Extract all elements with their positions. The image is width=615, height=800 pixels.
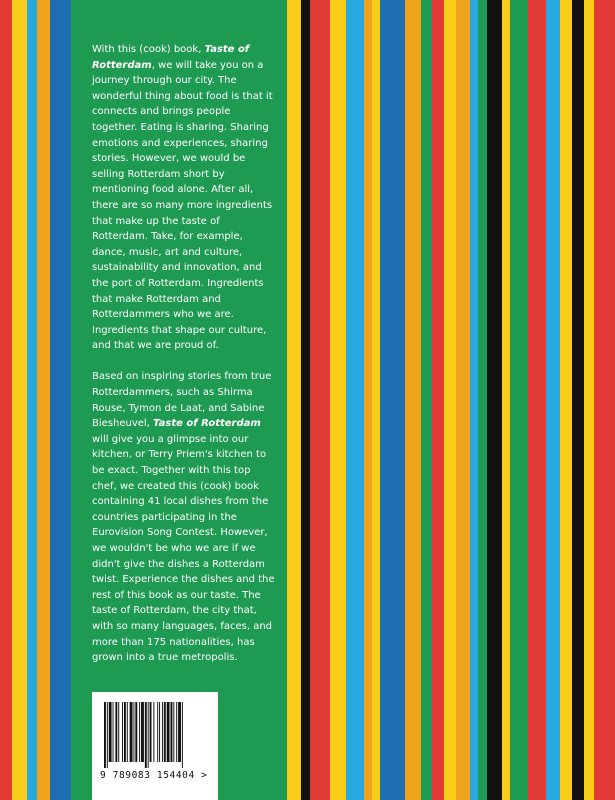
barcode-bar xyxy=(167,702,170,762)
barcode-bar xyxy=(109,702,112,762)
barcode-bar xyxy=(162,702,163,762)
barcode-bar xyxy=(145,702,147,768)
color-stripe xyxy=(330,0,346,800)
isbn-number: 9 789083 154404 > xyxy=(100,770,208,781)
barcode-bar xyxy=(150,702,152,762)
color-stripe xyxy=(510,0,528,800)
color-stripe xyxy=(470,0,478,800)
barcode-icon xyxy=(104,702,206,768)
barcode-bar xyxy=(124,702,126,762)
barcode-bar xyxy=(127,702,128,762)
barcode-bar xyxy=(173,702,174,762)
back-cover-text xyxy=(92,42,277,681)
book-title-1: Taste of Rotterdam xyxy=(92,44,250,71)
barcode-bar xyxy=(122,702,123,762)
color-stripe xyxy=(12,0,27,800)
barcode-bar xyxy=(118,702,119,762)
barcode-bar xyxy=(178,702,181,762)
barcode-bar xyxy=(115,702,117,762)
color-stripe xyxy=(37,0,50,800)
barcode-bar xyxy=(107,702,108,768)
color-stripe xyxy=(432,0,444,800)
color-stripe xyxy=(584,0,594,800)
paragraph-1-intro: With this (cook) book, xyxy=(92,44,205,55)
color-stripe xyxy=(372,0,380,800)
color-stripe xyxy=(572,0,584,800)
barcode-bar xyxy=(135,702,137,762)
barcode-bar xyxy=(148,702,149,768)
book-title-2: Taste of Rotterdam xyxy=(153,418,261,430)
barcode-bar xyxy=(130,702,133,762)
paragraph-2-intro: Based on inspiring stories from true Rotterdammers, such as Shirma Rouse, Tymon de Laat, and Sabine Biesheuvel, xyxy=(92,371,272,430)
color-stripe xyxy=(478,0,487,800)
color-stripe xyxy=(594,0,615,800)
color-stripe xyxy=(346,0,364,800)
barcode-bar xyxy=(141,702,144,762)
color-stripe xyxy=(560,0,572,800)
color-stripe xyxy=(487,0,502,800)
barcode-bar xyxy=(133,702,134,762)
barcode-bar xyxy=(104,702,106,768)
barcode-bar xyxy=(153,702,154,762)
barcode-box xyxy=(92,692,218,800)
color-stripe xyxy=(0,0,12,800)
paragraph-1 xyxy=(92,42,277,354)
color-stripe xyxy=(546,0,560,800)
paragraph-2-body: will give you a glimpse into our kitchen, or Terry Priem's kitchen to be exact. Together with this top chef, we created this (cook) book containing 41 local dishes from the countries participating in the Eurovision Song Contest. However, we wouldn't be who we are if we didn't give the dishes a Rotterdam twist. Experience the dishes and the rest of this book as our taste. The taste of Rotterdam, the city that, with so many languages, faces, and more than 175 nationalities, has grown into a true metropolis. xyxy=(92,433,275,664)
barcode-bar xyxy=(164,702,166,762)
color-stripe xyxy=(310,0,330,800)
color-stripe xyxy=(287,0,301,800)
color-stripe xyxy=(50,0,71,800)
color-stripe xyxy=(528,0,546,800)
paragraph-1-body: , we will take you on a journey through our city. The wonderful thing about food is that it connects and brings people together. Eating is sharing. Sharing emotions and experiences, sharing stories. However, we would be selling Rotterdam short by mentioning food alone. After all, there are so many more ingredients that make up the taste of Rotterdam. Take, for example, dance, music, art and culture, sustainability and innovation, and the port of Rotterdam. Ingredients that make Rotterdam and Rotterdammers who we are. Ingredients that shape our culture, and that we are proud of. xyxy=(92,59,273,352)
color-stripe xyxy=(380,0,405,800)
barcode-bar xyxy=(176,702,177,762)
color-stripe xyxy=(405,0,421,800)
color-stripe xyxy=(444,0,456,800)
paragraph-2 xyxy=(92,369,277,665)
barcode-bar xyxy=(139,702,140,762)
barcode-bar xyxy=(171,702,173,762)
color-stripe xyxy=(502,0,510,800)
color-stripe xyxy=(456,0,470,800)
color-stripe xyxy=(27,0,37,800)
barcode-bar xyxy=(159,702,160,762)
barcode-bar xyxy=(182,702,183,768)
barcode-bar xyxy=(113,702,114,762)
color-stripe xyxy=(421,0,432,800)
barcode-bar xyxy=(157,702,158,762)
color-stripe xyxy=(364,0,372,800)
color-stripe xyxy=(301,0,310,800)
